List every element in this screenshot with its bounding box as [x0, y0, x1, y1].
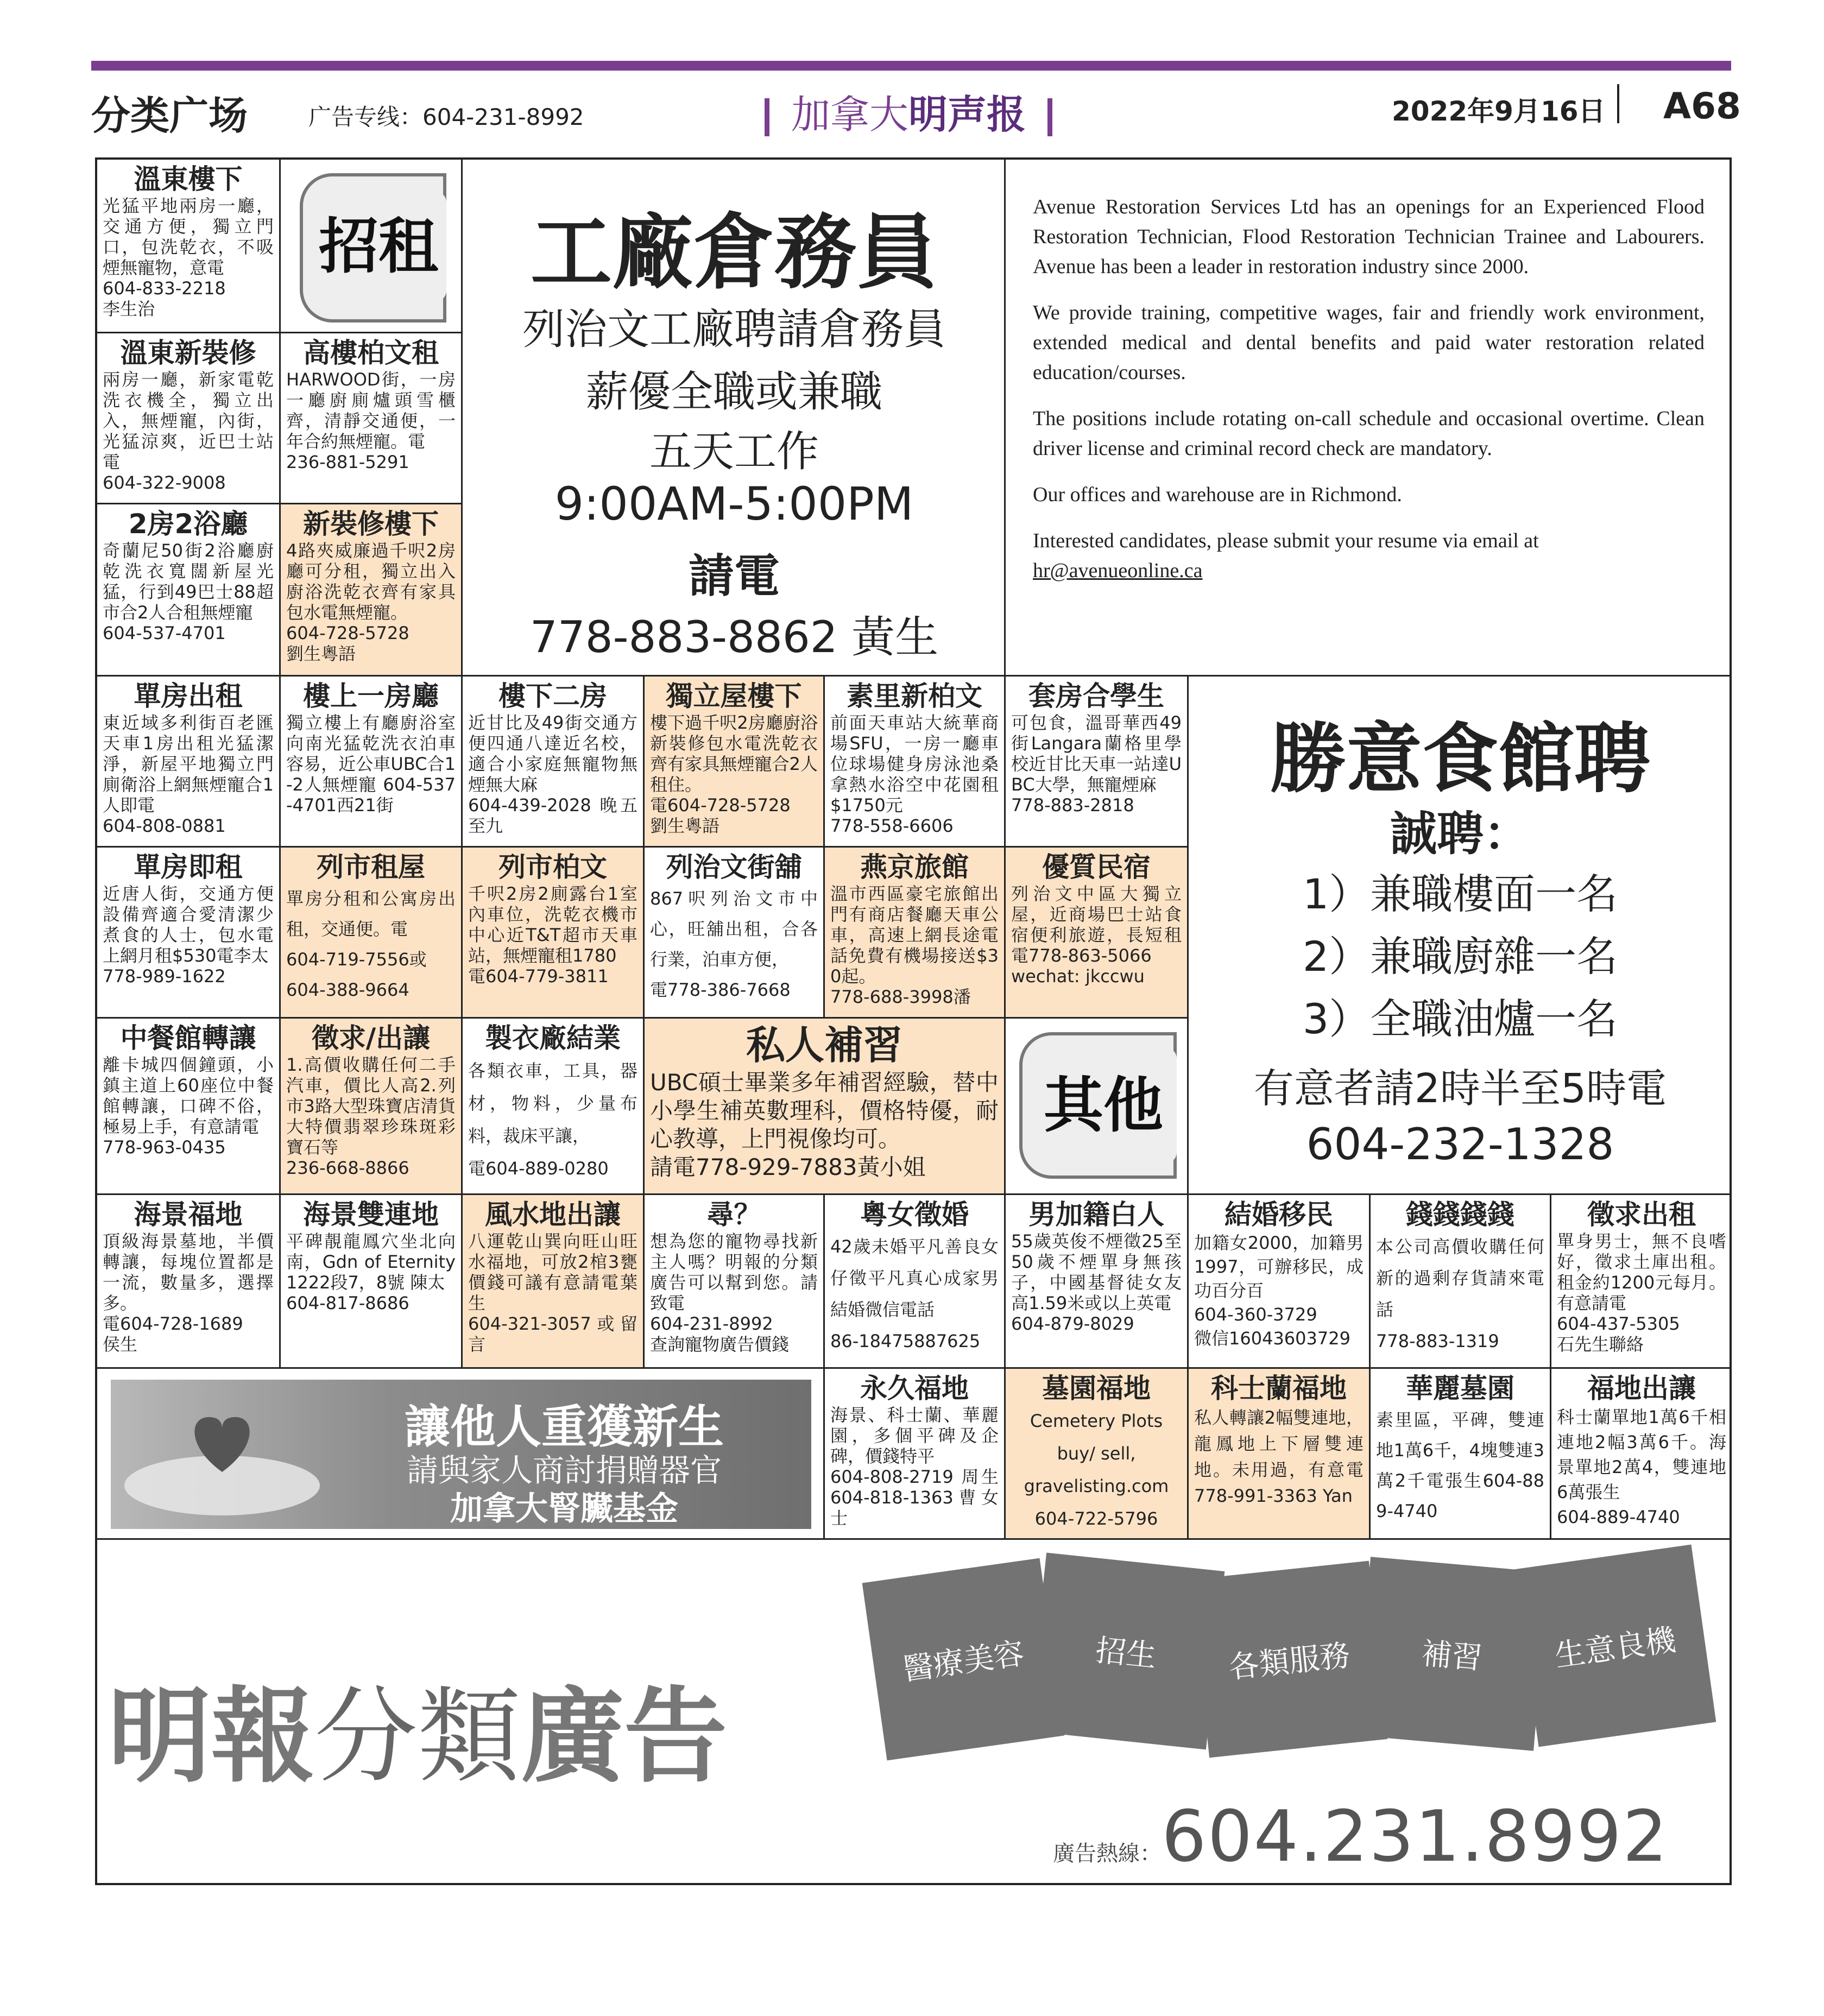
ad-cell: [645, 1195, 825, 1369]
ad-heading: 高樓柏文租: [303, 337, 439, 369]
ad-heading: 單房出租: [134, 680, 243, 712]
ad-body: 奇蘭尼50街2浴廳廚乾洗衣寬闊新屋光猛，行到49巴士88超市合2人合租無煙寵 604-537-4701: [103, 540, 274, 643]
ad-body: 前面天車站大統華商場SFU，一房一廳車位球場健身房泳池桑拿熱水浴空中花園租$1750元 778-558-6606: [830, 712, 999, 836]
rent-badge-cell: [281, 160, 463, 333]
ad-heading: 溫東樓下: [134, 163, 243, 195]
other-badge-cell: [1006, 1019, 1189, 1195]
ad-heading: 素里新柏文: [847, 680, 982, 712]
ad-heading: 海景福地: [134, 1199, 243, 1230]
ad-cell: [281, 333, 463, 504]
masthead: [91, 73, 1741, 138]
ad-body: 海景、科士蘭、華麗園，多個平碑及企碑，價錢特平 604-808-2719 周生604-818-1363曹女士: [830, 1405, 999, 1528]
ad-body: 4路夾威廉過千呎2房廳可分租，獨立出入廚浴洗乾衣齊有家具包水電無煙寵。 604-728-5728 劉生粵語: [286, 540, 456, 664]
ad-body: 近甘比及49街交通方便四通八達近名校，適合小家庭無寵物無煙無大麻 604-439-2028 晚五至九: [468, 712, 638, 836]
ad-body: 八運乾山巽向旺山旺水福地，可放2棺3甕價錢可議有意請電葉生 604-321-3057或留言: [468, 1231, 638, 1355]
promo-tile: 醫療美容: [862, 1558, 1065, 1761]
ad-body: 單房分租和公寓房出租，交通便。電 604-719-7556或 604-388-9664: [286, 888, 456, 1000]
ad-cell: [825, 1369, 1006, 1540]
ad-body: 想為您的寵物尋找新主人嗎？明報的分類廣告可以幫到您。請致電 604-231-8992 查詢寵物廣告價錢: [650, 1231, 818, 1355]
ad-hotline: 广告专线：604-231-8992: [308, 104, 584, 130]
warehouse-line: 五天工作: [649, 427, 819, 476]
divider: [1617, 84, 1619, 123]
ad-cell: [1551, 1195, 1732, 1369]
ad-cell: [1189, 1195, 1371, 1369]
avenue-text: We provide training, competitive wages, fair and friendly work environment, extended medical and dental benefits and paid water restoration related education/courses.: [1033, 301, 1705, 384]
ad-body: 可包食，溫哥華西49街Langara蘭格里學校近甘比天車一站達UBC大學，無寵煙麻 778-883-2818: [1011, 712, 1182, 816]
ad-cell: [97, 677, 281, 848]
warehouse-hours: 9:00AM-5:00PM: [554, 477, 914, 530]
ad-heading: 私人補習: [746, 1022, 902, 1068]
ad-body: 單身男士，無不良嗜好，徵求土庫出租。租金約1200元每月。有意請電 604-437-5305 石先生聯絡: [1557, 1231, 1726, 1355]
ad-body: 獨立樓上有廳廚浴室向南光猛乾洗衣泊車容易，近公車UBC合1-2人無煙寵 604-537-4701西21街: [286, 712, 456, 816]
ad-body: 1.高價收購任何二手汽車，價比人高2.列市3路大型珠寶店清貨大特價翡翠珍珠斑彩寶石等 236-668-8866: [286, 1054, 456, 1178]
ad-cell: [281, 848, 463, 1019]
ad-heading: 男加籍白人: [1028, 1199, 1164, 1230]
avenue-text: Our offices and warehouse are in Richmond.: [1033, 483, 1402, 506]
ad-body: HARWOOD街，一房一廳廚廁爐頭雪櫃齊，清靜交通便，一年合約無煙寵。電 236-881-5291: [286, 369, 456, 472]
ad-cell: [97, 160, 281, 333]
promo-hotline: [1053, 1795, 1669, 1878]
paper-name: [743, 83, 1074, 140]
ad-cell: [1189, 1369, 1371, 1540]
ad-body: 樓下過千呎2房廳廚浴新裝修包水電洗乾衣齊有家具無煙寵合2人租住。 電604-728-5728 劉生粵語: [650, 712, 818, 836]
ad-cell: [281, 1195, 463, 1369]
restaurant-contact: 有意者請2時半至5時電: [1253, 1065, 1667, 1112]
ad-body: 科士蘭單地1萬6千相連地2幅3萬6千。海景單地2萬4，雙連地6萬張生 604-889-4740: [1557, 1407, 1726, 1527]
promo-hotline-number: 604.231.8992: [1162, 1795, 1669, 1878]
ad-body: 本公司高價收購任何新的過剩存貨請來電話 778-883-1319: [1376, 1236, 1544, 1351]
ad-heading: 單房即租: [134, 851, 243, 883]
ad-cell: [825, 677, 1006, 848]
ad-body: 私人轉讓2幅雙連地，龍鳳地上下層雙連地。未用過，有意電 778-991-3363 Yan: [1194, 1407, 1364, 1506]
ad-body: 頂級海景墓地，半價轉讓，每塊位置都是一流，數量多，選擇多。 電604-728-1689 侯生: [103, 1231, 274, 1355]
ad-cell: [1006, 1369, 1189, 1540]
ad-heading: 中餐館轉讓: [120, 1022, 256, 1054]
ad-body: 42歲未婚平凡善良女仔徵平凡真心成家男結婚微信電話 86-18475887625: [830, 1236, 999, 1351]
promo-tile: 招生: [1028, 1553, 1225, 1750]
ad-heading: 華麗墓園: [1406, 1373, 1514, 1404]
classified-promo: [97, 1540, 1730, 1883]
ad-heading: 製衣廠結業: [485, 1022, 621, 1054]
warehouse-line: 薪優全職或兼職: [585, 368, 882, 416]
avenue-text: The positions include rotating on-call schedule and occasional overtime. Clean driver license and criminal record check are mandatory.: [1033, 407, 1705, 460]
ad-body: 867呎列治文市中心，旺舖出租，合各行業，泊車方便， 電778-386-7668: [650, 888, 818, 1000]
ad-cell: [281, 677, 463, 848]
ad-heading: 套房合學生: [1028, 680, 1164, 712]
ad-heading: 風水地出讓: [485, 1199, 621, 1230]
paper-title: 明声报: [908, 92, 1026, 137]
ad-cell: [97, 504, 281, 677]
ad-heading: 結婚移民: [1225, 1199, 1333, 1230]
promo-brand-b: 分類: [314, 1677, 521, 1797]
warehouse-phone: 778-883-8862 黃生: [529, 612, 939, 662]
ad-cell: [825, 848, 1006, 1019]
ad-cell: [645, 677, 825, 848]
warehouse-line: 請電: [688, 549, 780, 603]
ad-heading: 福地出讓: [1587, 1373, 1696, 1404]
ad-cell: [825, 1195, 1006, 1369]
ad-body: 東近域多利街百老匯天車1房出租光猛潔淨，新屋平地獨立門廁衛浴上網無煙寵合1人即電 604-808-0881: [103, 712, 274, 836]
ad-heading: 燕京旅館: [860, 851, 969, 883]
ad-cell: [463, 677, 645, 848]
ad-heading: 尋？: [706, 1199, 761, 1230]
ad-body: 各類衣車，工具，器材，物料，少量布料，裁床平讓， 電604-889-0280: [468, 1060, 638, 1179]
ad-heading: 粵女徵婚: [860, 1199, 969, 1230]
ad-cell: [1006, 848, 1189, 1019]
ad-heading: 墓園福地: [1042, 1373, 1151, 1404]
promo-brand-c: 廣告: [521, 1677, 728, 1797]
kidney-headline: 讓他人重獲新生: [404, 1400, 724, 1453]
ad-cell: [281, 1019, 463, 1195]
hands-heart-icon: [119, 1391, 325, 1521]
ad-heading: 列市租屋: [317, 851, 425, 883]
ad-body: Cemetery Plots buy/ sell, gravelisting.com 604-722-5796: [1024, 1411, 1169, 1529]
ad-cell: [1371, 1195, 1551, 1369]
ad-body: 平碑靚龍鳳穴坐北向南，Gdn of Eternity 1222段7，8號 陳太 604-817-8686: [286, 1231, 456, 1313]
ad-body: 素里區，平碑，雙連地1萬6千，4塊雙連3萬2千電張生604-889-4740: [1376, 1410, 1544, 1521]
ad-body: UBC碩士畢業多年補習經驗，替中小學生補英數理科，價格特優，耐心教導，上門視像均可。 請電778-929-7883黃小姐: [650, 1069, 999, 1180]
ad-cell: [1551, 1369, 1732, 1540]
ad-cell: [1006, 1195, 1189, 1369]
masthead-rule: [91, 61, 1731, 71]
ad-cell: [463, 848, 645, 1019]
ad-body: 近唐人街，交通方便設備齊適合愛清潔少煮食的人士，包水電上網月租$530電李太 778-989-1622: [103, 883, 274, 987]
ad-cell: [463, 1195, 645, 1369]
ad-heading: 樓上一房廳: [303, 680, 439, 712]
ad-cell: [645, 848, 825, 1019]
ad-heading: 獨立屋樓下: [666, 680, 802, 712]
ad-body: 千呎2房2廁露台1室內車位，洗乾衣機市中心近T&T超市天車站，無煙寵租1780 電604-779-3811: [468, 883, 638, 987]
restaurant-ad: [1189, 677, 1732, 1195]
ad-cell: [97, 333, 281, 504]
promo-brand: [108, 1654, 727, 1802]
ad-body: 離卡城四個鐘頭，小鎮主道上60座位中餐館轉讓，口碑不俗，極易上手，有意請電 778-963-0435: [103, 1054, 274, 1158]
ad-heading: 海景雙連地: [303, 1199, 439, 1230]
restaurant-phone: 604-232-1328: [1306, 1119, 1614, 1170]
avenue-ad: [1006, 160, 1732, 677]
promo-hotline-label: 廣告熱線：: [1053, 1841, 1162, 1866]
ad-cell: [1371, 1369, 1551, 1540]
kidney-foundation-ad: [97, 1369, 825, 1540]
avenue-email-link[interactable]: hr@avenueonline.ca: [1033, 559, 1203, 582]
page-number: A68: [1663, 85, 1741, 127]
restaurant-job: 3）全職油爐一名: [1302, 995, 1618, 1043]
ad-heading: 徵求/出讓: [311, 1022, 431, 1054]
ad-heading: 優質民宿: [1042, 851, 1151, 883]
avenue-text: Avenue Restoration Services Ltd has an openings for an Experienced Flood Restoration Technician, Flood Restoration Technician Trainee and Labourers. Avenue has been a leader in restoration industry since 2000.: [1033, 195, 1705, 278]
ad-body: 加籍女2000，加籍男1997，可辦移民，成功百分百 604-360-3729 微信16043603729: [1194, 1233, 1364, 1349]
warehouse-ad: [463, 160, 1006, 677]
ad-heading: 溫東新裝修: [120, 337, 256, 369]
rent-badge: 招租: [311, 192, 446, 301]
kidney-line: 請與家人商討捐贈器官: [406, 1452, 722, 1489]
promo-tile: 生意良機: [1514, 1545, 1716, 1747]
classified-grid: [95, 157, 1732, 1885]
section-title: 分类广场: [91, 92, 248, 138]
ad-cell: [97, 848, 281, 1019]
tutoring-ad: [645, 1019, 1006, 1195]
promo-tile: 各類服務: [1191, 1561, 1388, 1758]
restaurant-subtitle: 誠聘：: [1390, 807, 1530, 861]
ad-cell: [97, 1019, 281, 1195]
ad-heading: 樓下二房: [498, 680, 607, 712]
ad-cell: [1006, 677, 1189, 848]
ad-cell: [463, 1019, 645, 1195]
ad-heading: 新裝修樓下: [303, 508, 439, 540]
promo-tile: 補習: [1355, 1557, 1549, 1751]
warehouse-line: 列治文工廠聘請倉務員: [522, 305, 946, 354]
issue-date: 2022年9月16日: [1392, 96, 1606, 127]
ad-heading: 永久福地: [860, 1373, 969, 1404]
ad-body: 列治文中區大獨立屋，近商場巴士站食宿便利旅遊，長短租電778-863-5066 wechat: jkccwu: [1011, 883, 1182, 987]
ad-heading: 錢錢錢錢: [1406, 1199, 1514, 1230]
avenue-text: Interested candidates, please submit your resume via email at: [1033, 529, 1539, 552]
ad-heading: 科士蘭福地: [1211, 1373, 1347, 1404]
other-badge: 其他: [1030, 1048, 1177, 1162]
ad-cell: [97, 1195, 281, 1369]
ad-heading: 2房2浴廳: [128, 508, 248, 540]
ad-body: 55歲英俊不煙徵25至50歲不煙單身無孩子，中國基督徒女友高1.59米或以上英電 604-879-8029: [1011, 1231, 1182, 1334]
ad-heading: 列市柏文: [498, 851, 607, 883]
paper-prefix: 加拿大: [791, 92, 909, 137]
restaurant-title: 勝意食館聘: [1270, 715, 1650, 804]
promo-brand-a: 明報: [108, 1677, 315, 1797]
ad-heading: 徵求出租: [1587, 1199, 1696, 1230]
ad-body: 溫市西區豪宅旅館出門有商店餐廳天車公車，高速上網長途電話免費有機場接送$30起。 778-688-3998潘: [830, 883, 999, 1007]
restaurant-job: 2）兼職廚雜一名: [1302, 932, 1618, 981]
restaurant-job: 1）兼職樓面一名: [1302, 870, 1618, 918]
warehouse-title: 工廠倉務員: [530, 205, 938, 300]
ad-body: 兩房一廳，新家電乾洗衣機全，獨立出入，無煙寵，內街，光猛涼爽，近巴士站電 604-322-9008: [103, 369, 274, 493]
ad-cell: [281, 504, 463, 677]
ad-heading: 列治文街舖: [666, 851, 802, 883]
ad-body: 光猛平地兩房一廳，交通方便，獨立門口，包洗乾衣，不吸煙無寵物，意電 604-833-2218 李生治: [103, 195, 274, 319]
kidney-org: 加拿大腎臟基金: [450, 1490, 678, 1528]
